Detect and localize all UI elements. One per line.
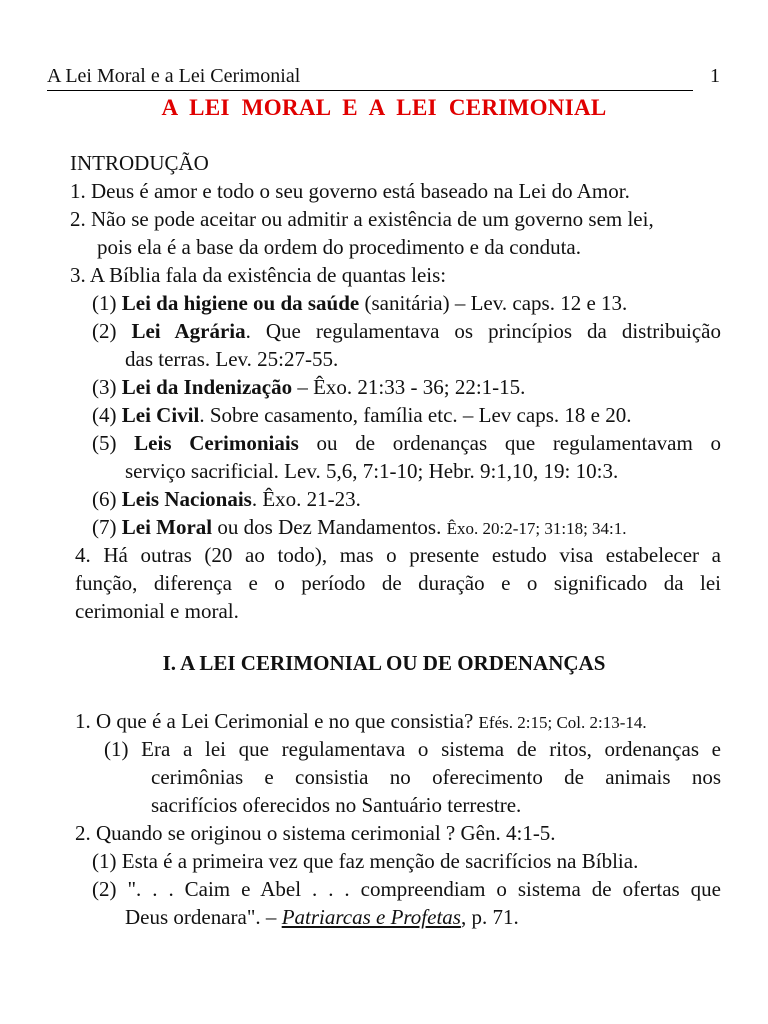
law-item-7	[92, 514, 627, 542]
intro-item-2: 2. Não se pode aceitar ou admitir a existência de um governo sem lei,	[70, 207, 654, 231]
law-desc: . Êxo. 21-23.	[251, 487, 361, 511]
law-name: Lei da Indenização	[121, 375, 293, 399]
book-title: Patriarcas e Profetas	[281, 905, 461, 929]
intro-heading: INTRODUÇÃO	[70, 151, 209, 175]
law-desc: ou de ordenanças que regulamentavam o	[298, 431, 721, 455]
intro-item-2-cont: pois ela é a base da ordem do procedimento e da conduta.	[97, 235, 581, 259]
law-number: (2)	[92, 319, 132, 343]
law-name: Leis Cerimoniais	[134, 431, 299, 455]
law-number: (5)	[92, 431, 135, 455]
law-name: Lei Agrária	[131, 319, 246, 343]
answer-1: (1) Era a lei que regulamentava o sistema de ritos, ordenanças e	[104, 737, 721, 761]
page-ref: , p. 71.	[460, 905, 519, 929]
law-item-5	[92, 430, 721, 457]
intro-item-4-cont-1: função, diferença e o período de duração e o significado da lei	[75, 571, 721, 595]
answer-2-1: (1) Esta é a primeira vez que faz menção de sacrifícios na Bíblia.	[92, 849, 639, 873]
intro-item-4: 4. Há outras (20 ao todo), mas o presente estudo visa estabelecer a	[75, 543, 721, 567]
question-reference: Efés. 2:15; Col. 2:13-14.	[478, 713, 647, 732]
law-name: Lei Moral	[121, 515, 213, 539]
law-desc: ou dos Dez Mandamentos.	[212, 515, 447, 539]
law-item-2-cont: das terras. Lev. 25:27-55.	[125, 347, 339, 371]
question-2: 2. Quando se originou o sistema cerimonial ? Gên. 4:1-5.	[75, 821, 556, 845]
law-number: (1)	[92, 291, 122, 315]
law-item-4	[92, 402, 631, 429]
intro-item-3: 3. A Bíblia fala da existência de quantas leis:	[70, 263, 447, 287]
quote-text: Deus ordenara". –	[125, 905, 282, 929]
law-item-2	[92, 318, 721, 345]
law-desc: (sanitária) – Lev. caps. 12 e 13.	[359, 291, 628, 315]
law-item-6	[92, 486, 361, 513]
question-1	[75, 708, 647, 736]
section-heading: I. A LEI CERIMONIAL OU DE ORDENANÇAS	[162, 651, 606, 675]
law-name: Lei da higiene ou da saúde	[121, 291, 360, 315]
law-name: Lei Civil	[121, 403, 200, 427]
law-desc: – Êxo. 21:33 - 36; 22:1-15.	[292, 375, 526, 399]
law-number: (7)	[92, 515, 122, 539]
intro-item-1: 1. Deus é amor e todo o seu governo está baseado na Lei do Amor.	[70, 179, 630, 203]
answer-1-cont-1: cerimônias e consistia no oferecimento de animais nos	[151, 765, 721, 789]
intro-item-4-cont-2: cerimonial e moral.	[75, 599, 239, 623]
answer-1-cont-2: sacrifícios oferecidos no Santuário terrestre.	[151, 793, 522, 817]
law-item-1	[92, 290, 627, 317]
law-desc: . Sobre casamento, família etc. – Lev caps. 18 e 20.	[199, 403, 632, 427]
document-title: A LEI MORAL E A LEI CERIMONIAL	[161, 95, 607, 120]
law-number: (3)	[92, 375, 122, 399]
law-item-3	[92, 374, 525, 401]
running-title: A Lei Moral e a Lei Cerimonial	[47, 65, 301, 87]
law-number: (4)	[92, 403, 122, 427]
page-number: 1	[710, 65, 720, 87]
law-reference: Êxo. 20:2-17; 31:18; 34:1.	[446, 519, 627, 538]
law-number: (6)	[92, 487, 122, 511]
answer-2-2-cont	[125, 904, 519, 931]
answer-2-2: (2) ". . . Caim e Abel . . . compreendiam o sistema de ofertas que	[92, 877, 721, 901]
law-desc: . Que regulamentava os princípios da distribuição	[245, 319, 721, 343]
question-text: 1. O que é a Lei Cerimonial e no que consistia?	[75, 709, 479, 733]
running-header	[47, 64, 693, 91]
law-name: Leis Nacionais	[121, 487, 252, 511]
law-item-5-cont: serviço sacrificial. Lev. 5,6, 7:1-10; Hebr. 9:1,10, 19: 10:3.	[125, 459, 619, 483]
